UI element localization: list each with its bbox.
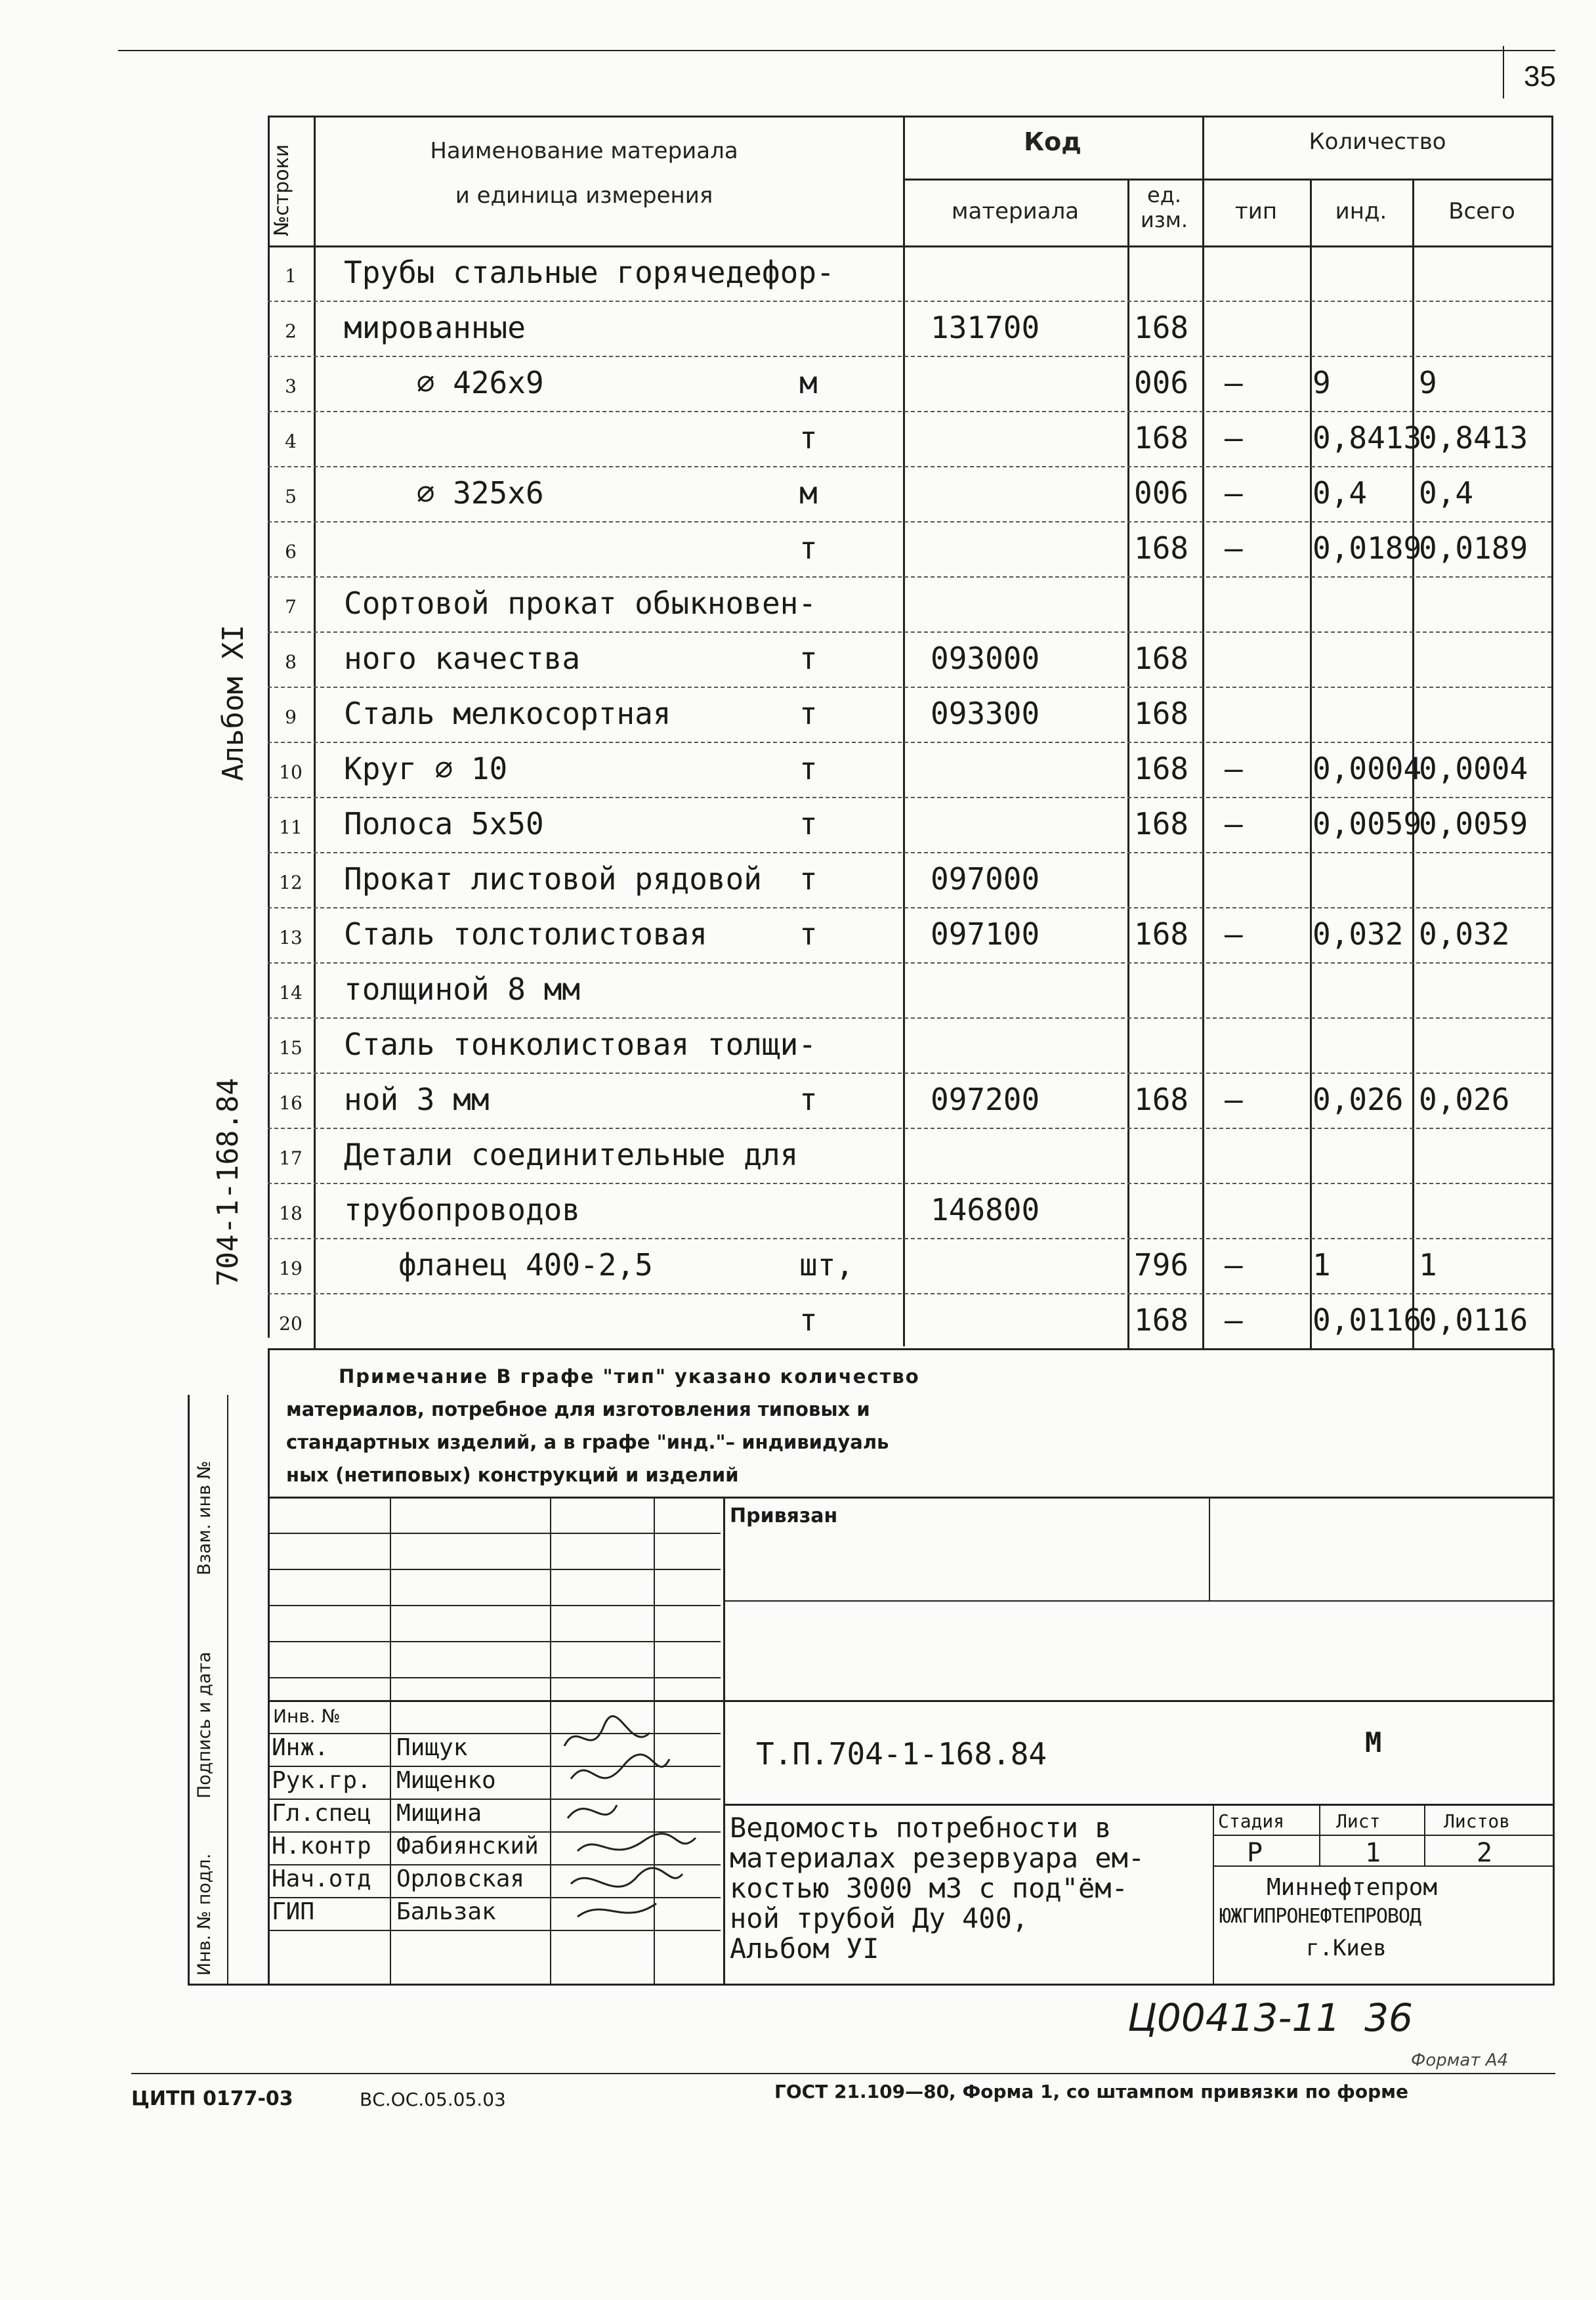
- material-name: трубопроводов: [344, 1192, 581, 1227]
- album-label: Альбом XI: [217, 624, 250, 781]
- row-divider: [268, 1017, 1551, 1019]
- unit: т: [799, 806, 818, 841]
- qty-ind: 9: [1312, 365, 1331, 400]
- row-divider: [268, 576, 1551, 578]
- stamp-side-col: [227, 1395, 228, 1986]
- sheets-value: 2: [1477, 1838, 1493, 1868]
- note-line: Примечание В графе "тип" указано количество: [339, 1365, 920, 1388]
- row-divider: [268, 1073, 1551, 1074]
- stamp-border-right: [1553, 1348, 1555, 1986]
- stamp-rule: [1213, 1865, 1553, 1867]
- footer-left-code2: ВС.ОС.05.05.03: [360, 2089, 506, 2110]
- unit-code: 168: [1134, 310, 1189, 345]
- material-code: 097000: [931, 861, 1040, 897]
- material-code: 146800: [931, 1192, 1040, 1227]
- stamp-person-name: Мищина: [396, 1800, 482, 1827]
- rownum: 1: [285, 265, 297, 287]
- rownum: 13: [279, 927, 303, 948]
- rownum: 10: [279, 761, 303, 783]
- stamp-role: Инж.: [272, 1734, 329, 1761]
- rownum: 14: [279, 982, 303, 1004]
- qty-total-header: Всего: [1448, 198, 1515, 224]
- unit: т: [799, 861, 818, 897]
- qty-total: 1: [1419, 1247, 1437, 1283]
- row-divider: [268, 521, 1551, 522]
- row-divider: [268, 1238, 1551, 1239]
- organization-line: Миннефтепром: [1267, 1874, 1438, 1901]
- stamp-rule: [723, 1804, 1553, 1806]
- unit-code: 006: [1134, 475, 1189, 511]
- document-title-line: материалах резервуара ем-: [730, 1842, 1145, 1874]
- qty-ind: 0,0189: [1312, 530, 1422, 566]
- unit-code: 168: [1134, 1082, 1189, 1117]
- qty-total: 0,4: [1419, 475, 1474, 511]
- material-name: Прокат листовой рядовой: [344, 861, 762, 897]
- material-name: толщиной 8 мм: [344, 971, 581, 1007]
- rownum: 19: [279, 1258, 303, 1279]
- qty-total: 0,0004: [1419, 751, 1528, 786]
- qty-ind: 0,4: [1312, 475, 1368, 511]
- qty-ind: 0,0116: [1312, 1302, 1422, 1338]
- unit-code: 796: [1134, 1247, 1189, 1283]
- row-divider: [268, 356, 1551, 357]
- material-name: ного качества: [344, 641, 581, 676]
- unit: т: [799, 696, 818, 731]
- material-name: Сталь мелкосортная: [344, 696, 671, 731]
- rownum: 3: [285, 375, 297, 397]
- unit-code: 168: [1134, 530, 1189, 566]
- material-name: Полоса 5x50: [344, 806, 544, 841]
- stamp-person-name: Орловская: [396, 1865, 525, 1892]
- unit-code: 168: [1134, 916, 1189, 952]
- stamp-role: Нач.отд: [272, 1865, 371, 1892]
- rownum: 20: [279, 1313, 303, 1334]
- qty-ind: 0,0004: [1312, 751, 1422, 786]
- stamp-rule: [268, 1533, 721, 1534]
- unit: шт,: [799, 1247, 854, 1283]
- material-code: 093300: [931, 696, 1040, 731]
- document-code: Т.П.704-1-168.84: [756, 1736, 1047, 1772]
- table-header-mid: [903, 179, 1553, 181]
- table-border-right: [1551, 116, 1553, 1350]
- unit-code: 168: [1134, 641, 1189, 676]
- material-code: 097100: [931, 916, 1040, 952]
- unit-code: 168: [1134, 696, 1189, 731]
- document-title-line: костью 3000 м3 с под"ём-: [730, 1872, 1128, 1904]
- row-divider: [268, 1293, 1551, 1294]
- sheet-label: Лист: [1336, 1810, 1381, 1832]
- rownum: 5: [285, 486, 297, 507]
- row-divider: [268, 962, 1551, 964]
- unit-code: 168: [1134, 806, 1189, 841]
- stamp-rule: [1213, 1835, 1553, 1836]
- privyazan-label: Привязан: [730, 1504, 838, 1527]
- rownum: 12: [279, 872, 303, 893]
- qty-type: –: [1225, 365, 1243, 400]
- stamp-rule: [268, 1700, 1553, 1702]
- qty-ind: 0,026: [1312, 1082, 1404, 1117]
- row-divider: [268, 742, 1551, 743]
- stamp-rule: [268, 1605, 721, 1606]
- unit: т: [799, 916, 818, 952]
- rownum: 8: [285, 651, 297, 673]
- qty-type-header: тип: [1234, 198, 1278, 224]
- organization-line: г.Киев: [1306, 1935, 1387, 1961]
- inv-number-label: Инв. №: [273, 1705, 341, 1727]
- note-line: стандартных изделий, а в графе "инд."– индивидуаль: [286, 1431, 889, 1453]
- sheets-label: Листов: [1444, 1810, 1511, 1832]
- unit: т: [799, 751, 818, 786]
- qty-header: Количество: [1309, 129, 1446, 155]
- material-name: Трубы стальные горячедефор-: [344, 255, 835, 290]
- material-name: Сортовой прокат обыкновен-: [344, 586, 817, 621]
- qty-ind: 0,8413: [1312, 420, 1422, 456]
- table-col-unitcode: [1127, 179, 1129, 1348]
- qty-ind: 0,0059: [1312, 806, 1422, 841]
- qty-type: –: [1225, 751, 1243, 786]
- stamp-bottom: [188, 1984, 1554, 1986]
- material-name: ной 3 мм: [344, 1082, 490, 1117]
- qty-type: –: [1225, 1082, 1243, 1117]
- row-divider: [268, 1183, 1551, 1184]
- material-name: Сталь тонколистовая толщи-: [344, 1027, 817, 1062]
- stage-label: Стадия: [1218, 1810, 1285, 1832]
- rownum: 6: [285, 541, 297, 563]
- footer-rule: [131, 2073, 1555, 2074]
- unit: т: [799, 1082, 818, 1117]
- page-number-divider: [1503, 46, 1504, 98]
- rownum: 4: [285, 431, 297, 452]
- stamp-rule: [268, 1641, 721, 1642]
- rownum: 2: [285, 320, 297, 342]
- footer-left-code: ЦИТП 0177-03: [131, 2087, 293, 2110]
- material-name: фланец 400-2,5: [344, 1247, 653, 1283]
- row-divider: [268, 852, 1551, 853]
- material-code: 131700: [931, 310, 1040, 345]
- unit-code: 168: [1134, 420, 1189, 456]
- row-divider: [268, 631, 1551, 633]
- unit: т: [799, 641, 818, 676]
- rownum: 15: [279, 1037, 303, 1059]
- unit: т: [799, 1302, 818, 1338]
- qty-ind: 0,032: [1312, 916, 1404, 952]
- stamp-col-main: [723, 1497, 725, 1986]
- qty-total: 0,0116: [1419, 1302, 1528, 1338]
- unit-code: 168: [1134, 1302, 1189, 1338]
- row-divider: [268, 1128, 1551, 1129]
- signatures: [551, 1707, 709, 1930]
- stage-value: Р: [1247, 1838, 1263, 1868]
- unit-code: 168: [1134, 751, 1189, 786]
- stamp-person-name: Мищенко: [396, 1767, 496, 1794]
- qty-total: 9: [1419, 365, 1437, 400]
- stamp-rule: [268, 1677, 721, 1678]
- stamp-rule: [268, 1569, 721, 1570]
- footer-gost: ГОСТ 21.109—80, Форма 1, со штампом привязки по форме: [774, 2081, 1409, 2102]
- stamp-person-name: Пищук: [396, 1734, 468, 1761]
- code-material-header: материала: [951, 198, 1080, 224]
- material-name: Круг ∅ 10: [344, 751, 508, 786]
- unit-code: 006: [1134, 365, 1189, 400]
- material-name: Сталь толстолистовая: [344, 916, 707, 952]
- stamp-border-left: [188, 1395, 190, 1986]
- row-divider: [268, 687, 1551, 688]
- qty-type: –: [1225, 530, 1243, 566]
- material-name: ∅ 426x9: [344, 365, 544, 400]
- rownum: 18: [279, 1203, 303, 1224]
- qty-total: 0,8413: [1419, 420, 1528, 456]
- document-title-line: Ведомость потребности в: [730, 1812, 1112, 1844]
- stamp-rule: [268, 1930, 721, 1931]
- qty-type: –: [1225, 420, 1243, 456]
- material-name: ∅ 325x6: [344, 475, 544, 511]
- stamp-role: Рук.гр.: [272, 1767, 371, 1794]
- vzam-inv-label: Взам. инв №: [194, 1460, 215, 1575]
- qty-total: 0,032: [1419, 916, 1510, 952]
- project-number-label: 704-1-168.84: [211, 1078, 245, 1287]
- note-line: ных (нетиповых) конструкций и изделий: [286, 1464, 739, 1486]
- stamp-role: Н.контр: [272, 1833, 371, 1860]
- row-divider: [268, 411, 1551, 412]
- rownum: 16: [279, 1092, 303, 1114]
- format-label: Формат А4: [1411, 2051, 1509, 2070]
- rownum: 17: [279, 1147, 303, 1169]
- table-col-ind: [1310, 179, 1312, 1348]
- material-code: 093000: [931, 641, 1040, 676]
- rownum: 9: [285, 706, 297, 728]
- table-bottom: [268, 1348, 1553, 1350]
- rownum-header: №строки: [270, 144, 293, 236]
- unit: т: [799, 420, 818, 456]
- row-divider: [268, 301, 1551, 302]
- qty-ind: 1: [1312, 1247, 1331, 1283]
- qty-type: –: [1225, 806, 1243, 841]
- document-title-line: Альбом УI: [730, 1932, 879, 1965]
- unit: м: [799, 365, 818, 400]
- unit: т: [799, 530, 818, 566]
- material-name: Детали соединительные для: [344, 1137, 799, 1172]
- rownum: 11: [279, 817, 303, 838]
- organization-line: ЮЖГИПРОНЕФТЕПРОВОД: [1219, 1905, 1421, 1928]
- qty-type: –: [1225, 916, 1243, 952]
- code-header: Код: [1024, 127, 1082, 156]
- stamp-col: [1209, 1497, 1210, 1600]
- qty-type: –: [1225, 475, 1243, 511]
- page-number: 35: [1524, 60, 1556, 93]
- document-mark: М: [1365, 1726, 1382, 1758]
- qty-ind-header: инд.: [1335, 198, 1387, 224]
- podpis-data-label: Подпись и дата: [194, 1651, 215, 1799]
- stamp-role: ГИП: [272, 1898, 315, 1925]
- page-top-rule: [118, 50, 1555, 51]
- stamp-col: [1213, 1805, 1214, 1986]
- qty-total: 0,0189: [1419, 530, 1528, 566]
- qty-type: –: [1225, 1247, 1243, 1283]
- qty-total: 0,0059: [1419, 806, 1528, 841]
- qty-total: 0,026: [1419, 1082, 1510, 1117]
- row-divider: [268, 907, 1551, 908]
- note-line: материалов, потребное для изготовления типовых и: [286, 1398, 870, 1420]
- stamp-person-name: Бальзак: [396, 1898, 496, 1925]
- inv-podl-label: Инв. № подл.: [194, 1853, 215, 1976]
- unit: м: [799, 475, 818, 511]
- stamp-role: Гл.спец: [272, 1800, 371, 1827]
- table-top: [268, 116, 1553, 117]
- material-name: мированные: [344, 310, 526, 345]
- name-header-line1: Наименование материала: [430, 138, 738, 164]
- code-unit-header: ед. изм.: [1140, 182, 1188, 232]
- name-header-line2: и единица измерения: [455, 182, 713, 209]
- stamp-col: [268, 1348, 270, 1986]
- stamp-rule: [723, 1600, 1553, 1602]
- document-title-line: ной трубой Ду 400,: [730, 1902, 1029, 1934]
- table-header-bottom: [268, 245, 1553, 247]
- stamp-person-name: Фабиянский: [396, 1833, 539, 1860]
- row-divider: [268, 797, 1551, 798]
- row-divider: [268, 466, 1551, 467]
- qty-type: –: [1225, 1302, 1243, 1338]
- rownum: 7: [285, 596, 297, 618]
- sheet-value: 1: [1365, 1838, 1381, 1868]
- handwritten-archive-number: Ц00413-11 36: [1127, 1995, 1413, 2040]
- stamp-rule: [268, 1497, 1553, 1499]
- material-code: 097200: [931, 1082, 1040, 1117]
